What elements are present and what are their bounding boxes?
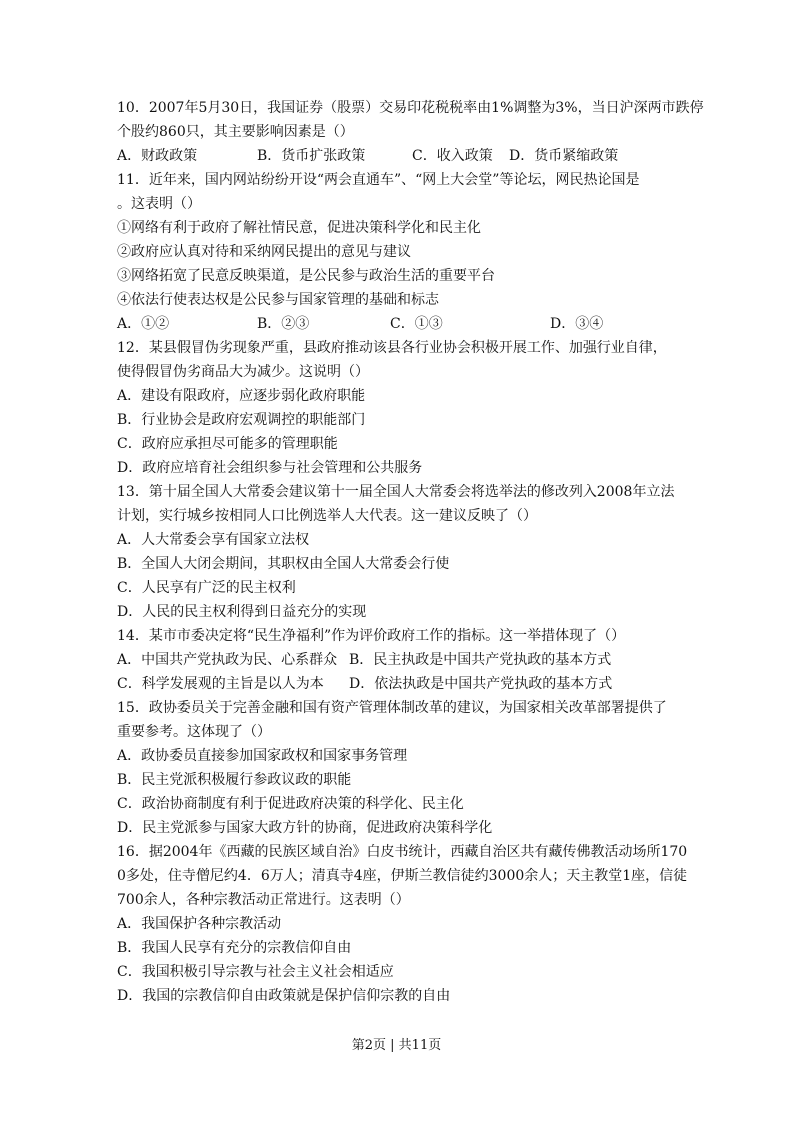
option-d: D．③④ [550,316,604,332]
option-row [117,312,683,336]
option-a: A．建设有限政府，应逐步弱化政府职能 [117,388,366,404]
option-d: D．人民的民主权利得到日益充分的实现 [117,604,367,620]
option-a: A．中国共产党执政为民、心系群众 [117,652,338,668]
question-stem: 14．某市市委决定将“民生净福利”作为评价政府工作的指标。这一举措体现了（） [117,628,626,644]
page-footer: 第2页 | 共11页 [351,1038,442,1053]
question-16 [117,840,688,1008]
option-row [117,672,683,696]
option-b: B．民主执政是中国共产党执政的基本方式 [349,652,612,668]
option-c: C．①③ [390,316,443,332]
question-14 [117,624,683,696]
option-row [117,648,683,672]
option-b: B．我国人民享有充分的宗教信仰自由 [117,940,352,956]
option-b: B．全国人大闭会期间，其职权由全国人大常委会行使 [117,556,450,572]
option-d: D．依法执政是中国共产党执政的基本方式 [349,676,613,692]
option-b: B．民主党派积极履行参政议政的职能 [117,772,352,788]
question-stem: 15．政协委员关于完善金融和国有资产管理体制改革的建议，为国家相关改革部署提供了 重要参考。这体现了（） [117,700,667,740]
option-c: C．我国积极引导宗教与社会主义社会相适应 [117,964,394,980]
option-c: C．人民享有广泛的民主权利 [117,580,296,596]
question-13 [117,480,683,624]
option-c: C．科学发展观的主旨是以人为本 [117,676,324,692]
question-stem: 16．据2004年《西藏的民族区域自治》白皮书统计，西藏自治区共有藏传佛教活动场所170 0多处，住寺僧尼约4．6万人；清真寺4座，伊斯兰教信徒约3000余人；天主教堂1座，信徒 700余人，各种宗教活动正常进行。这表明（） [117,844,688,908]
statement: ①网络有利于政府了解社情民意，促进决策科学化和民主化 [117,220,481,236]
option-d: D．政府应培育社会组织参与社会管理和公共服务 [117,460,423,476]
option-b: B．货币扩张政策 [257,148,366,164]
option-a: A．①② [117,316,170,332]
question-stem: 11．近年来，国内网站纷纷开设“两会直通车”、“网上大会堂”等论坛，网民热论国是 。这表明（） [117,172,640,212]
statement: ③网络拓宽了民意反映渠道，是公民参与政治生活的重要平台 [117,268,495,284]
statement: ④依法行使表达权是公民参与国家管理的基础和标志 [117,292,439,308]
question-stem: 10．2007年5月30日，我国证券（股票）交易印花税税率由1%调整为3%，当日沪深两市跌停 个股约860只，其主要影响因素是（） [117,100,704,140]
question-12 [117,336,683,480]
question-stem: 13．第十届全国人大常委会建议第十一届全国人大常委会将选举法的修改列入2008年立法 计划，实行城乡按相同人口比例选举人大代表。这一建议反映了（） [117,484,675,524]
option-c: C．政治协商制度有利于促进政府决策的科学化、民主化 [117,796,464,812]
option-c: C．政府应承担尽可能多的管理职能 [117,436,338,452]
option-d: D．我国的宗教信仰自由政策就是保护信仰宗教的自由 [117,988,451,1004]
option-a: A．人大常委会享有国家立法权 [117,532,310,548]
option-b: B．行业协会是政府宏观调控的职能部门 [117,412,366,428]
question-15 [117,696,683,840]
question-list [117,96,704,1008]
option-d: D．民主党派参与国家大政方针的协商，促进政府决策科学化 [117,820,493,836]
option-b: B．②③ [257,316,310,332]
option-c: C．收入政策 [412,148,493,164]
statement: ②政府应认真对待和采纳网民提出的意见与建议 [117,244,411,260]
option-a: A．政协委员直接参加国家政权和国家事务管理 [117,748,408,764]
question-11 [117,168,683,336]
option-a: A．我国保护各种宗教活动 [117,916,282,932]
option-a: A．财政政策 [117,148,198,164]
question-10 [117,96,704,168]
option-row [117,144,683,168]
question-stem: 12．某县假冒伪劣现象严重，县政府推动该县各行业协会积极开展工作、加强行业自律， 使得假冒伪劣商品大为减少。这说明（） [117,340,667,380]
option-d: D．货币紧缩政策 [509,148,619,164]
